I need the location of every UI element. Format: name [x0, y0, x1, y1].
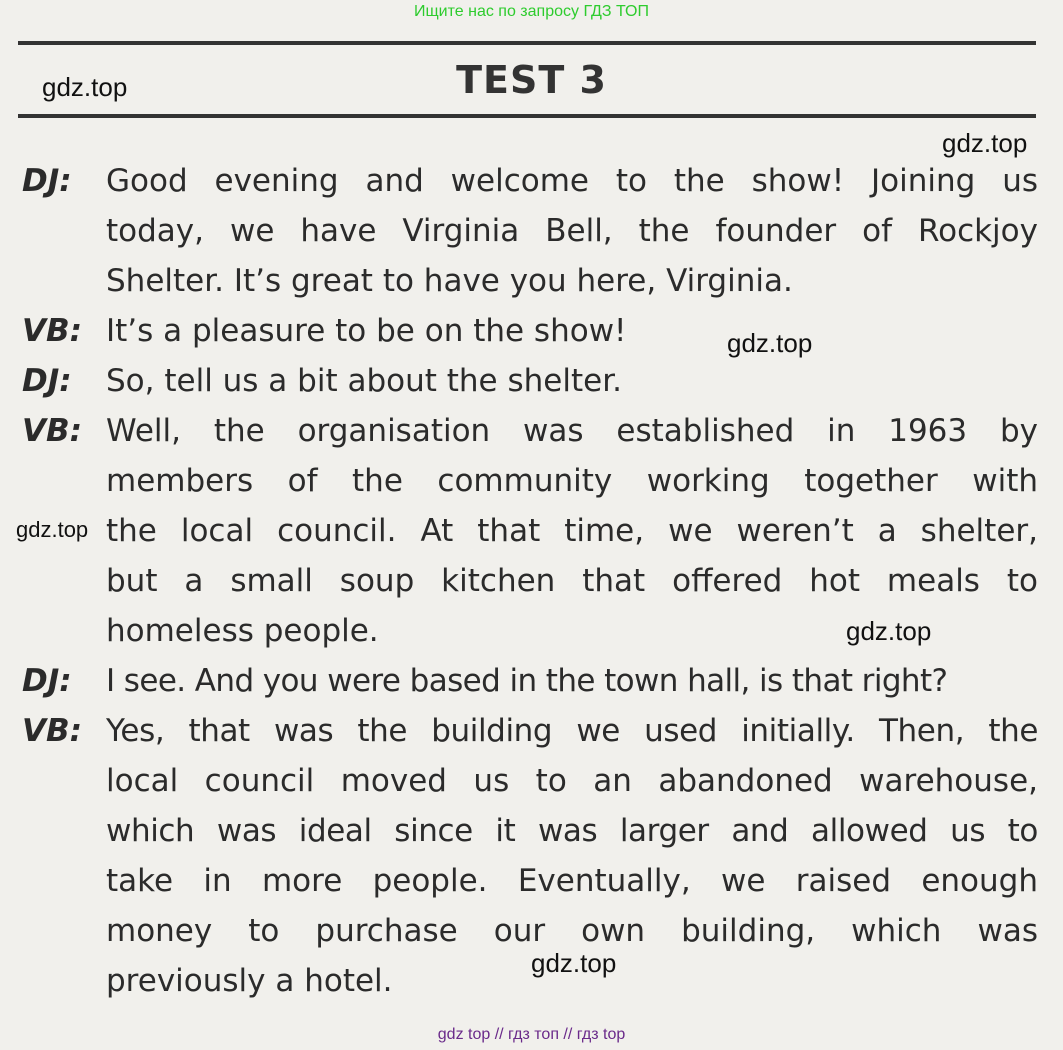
- transcript-line: Good evening and welcome to the show! Joining us: [106, 163, 1038, 199]
- speaker-label: DJ:: [22, 163, 72, 199]
- top-rule: [18, 41, 1036, 45]
- watermark: gdz.top: [531, 948, 617, 978]
- transcript-line: which was ideal since it was larger and allowed us to: [106, 813, 1038, 849]
- transcript-line: take in more people. Eventually, we raised enough: [106, 863, 1038, 899]
- speaker-label: DJ:: [22, 363, 72, 399]
- watermark: gdz.top: [846, 616, 932, 646]
- speaker-label: VB:: [22, 713, 83, 749]
- transcript-line: It’s a pleasure to be on the show!: [106, 313, 627, 349]
- transcript-line: previously a hotel.: [106, 963, 393, 999]
- top-banner: Ищите нас по запросу ГДЗ ТОП: [414, 3, 649, 20]
- speaker-label: VB:: [22, 413, 83, 449]
- transcript-entry: [22, 306, 1038, 356]
- footer-watermark: gdz top // гдз топ // гдз top: [437, 1026, 626, 1043]
- transcript-line: I see. And you were based in the town hall, is that right?: [106, 663, 948, 699]
- transcript-line: today, we have Virginia Bell, the founder of Rockjoy: [106, 213, 1038, 249]
- transcript: [22, 156, 1038, 1006]
- transcript-entry: [22, 406, 1038, 656]
- transcript-entry: [22, 656, 1038, 706]
- transcript-line: homeless people.: [106, 613, 379, 649]
- transcript-line: local council moved us to an abandoned warehouse,: [106, 763, 1038, 799]
- transcript-line: the local council. At that time, we weren’t a shelter,: [106, 513, 1038, 549]
- transcript-line: money to purchase our own building, which was: [106, 913, 1038, 949]
- watermark: gdz.top: [42, 72, 128, 102]
- transcript-line: members of the community working together with: [106, 463, 1038, 499]
- transcript-line: but a small soup kitchen that offered hot meals to: [106, 563, 1038, 599]
- transcript-entry: [22, 156, 1038, 306]
- transcript-entry: [22, 356, 1038, 406]
- transcript-line: Shelter. It’s great to have you here, Virginia.: [106, 263, 793, 299]
- watermark: gdz.top: [16, 517, 89, 542]
- speaker-label: VB:: [22, 313, 83, 349]
- watermark: gdz.top: [942, 128, 1028, 158]
- transcript-entry: [22, 706, 1038, 1006]
- transcript-line: Yes, that was the building we used initially. Then, the: [106, 713, 1038, 749]
- transcript-line: Well, the organisation was established in 1963 by: [106, 413, 1038, 449]
- watermark: gdz.top: [727, 328, 813, 358]
- speaker-label: DJ:: [22, 663, 72, 699]
- title-rule: [18, 114, 1036, 118]
- page-title: TEST 3: [456, 58, 607, 102]
- transcript-line: So, tell us a bit about the shelter.: [106, 363, 622, 399]
